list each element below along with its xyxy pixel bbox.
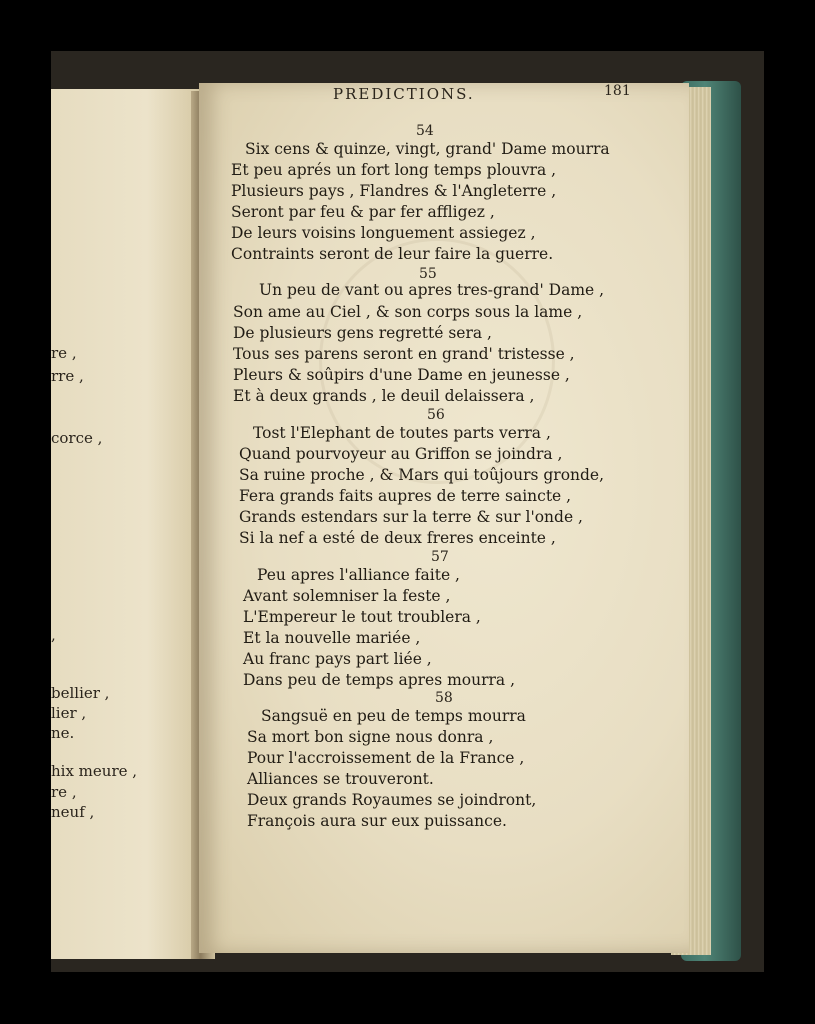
verse-line: Contraints seront de leur faire la guerre. [231,245,554,263]
verse-line: De plusieurs gens regretté sera , [233,324,492,342]
running-head [199,85,689,105]
left-fragment: lier , [51,704,87,722]
verse-line: Alliances se trouveront. [247,770,434,788]
verse-line: Quand pourvoyeur au Griffon se joindra , [239,445,563,463]
stanza-number: 56 [427,407,445,423]
verse-line: Pleurs & soûpirs d'une Dame en jeunesse , [233,366,570,384]
verse-line: Si la nef a esté de deux freres enceinte , [239,529,556,547]
verse-line: De leurs voisins longuement assiegez , [231,224,536,242]
verse-line: Plusieurs pays , Flandres & l'Angleterre , [231,182,557,200]
stanza-number: 58 [435,690,453,706]
verse-line: Six cens & quinze, vingt, grand' Dame mourra [245,140,610,158]
verse-line: Et à deux grands , le deuil delaissera , [233,387,535,405]
page-number: 181 [604,83,631,99]
left-fragment: rre , [51,367,84,385]
left-fragment: hix meure , [51,762,138,780]
stanza-number: 54 [416,123,434,139]
verse-line: Et peu aprés un fort long temps plouvra , [231,161,557,179]
stanza-number: 55 [419,266,437,282]
verse-line: François aura sur eux puissance. [247,812,507,830]
verse-line: Au franc pays part liée , [243,650,432,668]
left-page [51,89,211,959]
verse-line: Son ame au Ciel , & son corps sous la lame , [233,303,583,321]
book-photo [51,51,764,972]
verse-line: Peu apres l'alliance faite , [257,566,460,584]
verse-line: Deux grands Royaumes se joindront, [247,791,537,809]
verse-line: Tost l'Elephant de toutes parts verra , [253,424,551,442]
verse-line: Dans peu de temps apres mourra , [243,671,516,689]
left-fragment: bellier , [51,684,110,702]
verse-line: Sa ruine proche , & Mars qui toûjours gronde, [239,466,605,484]
left-fragment: neuf , [51,803,95,821]
verse-line: Avant solemniser la feste , [243,587,451,605]
left-fragment: corce , [51,429,103,447]
verse-line: Sa mort bon signe nous donra , [247,728,494,746]
page-title: PREDICTIONS. [333,85,475,103]
verse-line: Grands estendars sur la terre & sur l'onde , [239,508,583,526]
verse-line: Seront par feu & par fer affligez , [231,203,495,221]
left-fragment: , [51,626,56,644]
verse-line: Un peu de vant ou apres tres-grand' Dame , [259,281,605,299]
left-page-text [51,89,211,959]
verse-line: Tous ses parens seront en grand' tristesse , [233,345,575,363]
verse-line: Sangsuë en peu de temps mourra [261,707,526,725]
left-fragment: ne. [51,724,75,742]
verse-line: Et la nouvelle mariée , [243,629,421,647]
verse-line: Pour l'accroissement de la France , [247,749,525,767]
verse-line: Fera grands faits aupres de terre saincte , [239,487,572,505]
right-page [199,83,689,953]
verse-line: L'Empereur le tout troublera , [243,608,481,626]
left-fragment: re , [51,783,77,801]
left-fragment: re , [51,344,77,362]
stanza-number: 57 [431,549,449,565]
